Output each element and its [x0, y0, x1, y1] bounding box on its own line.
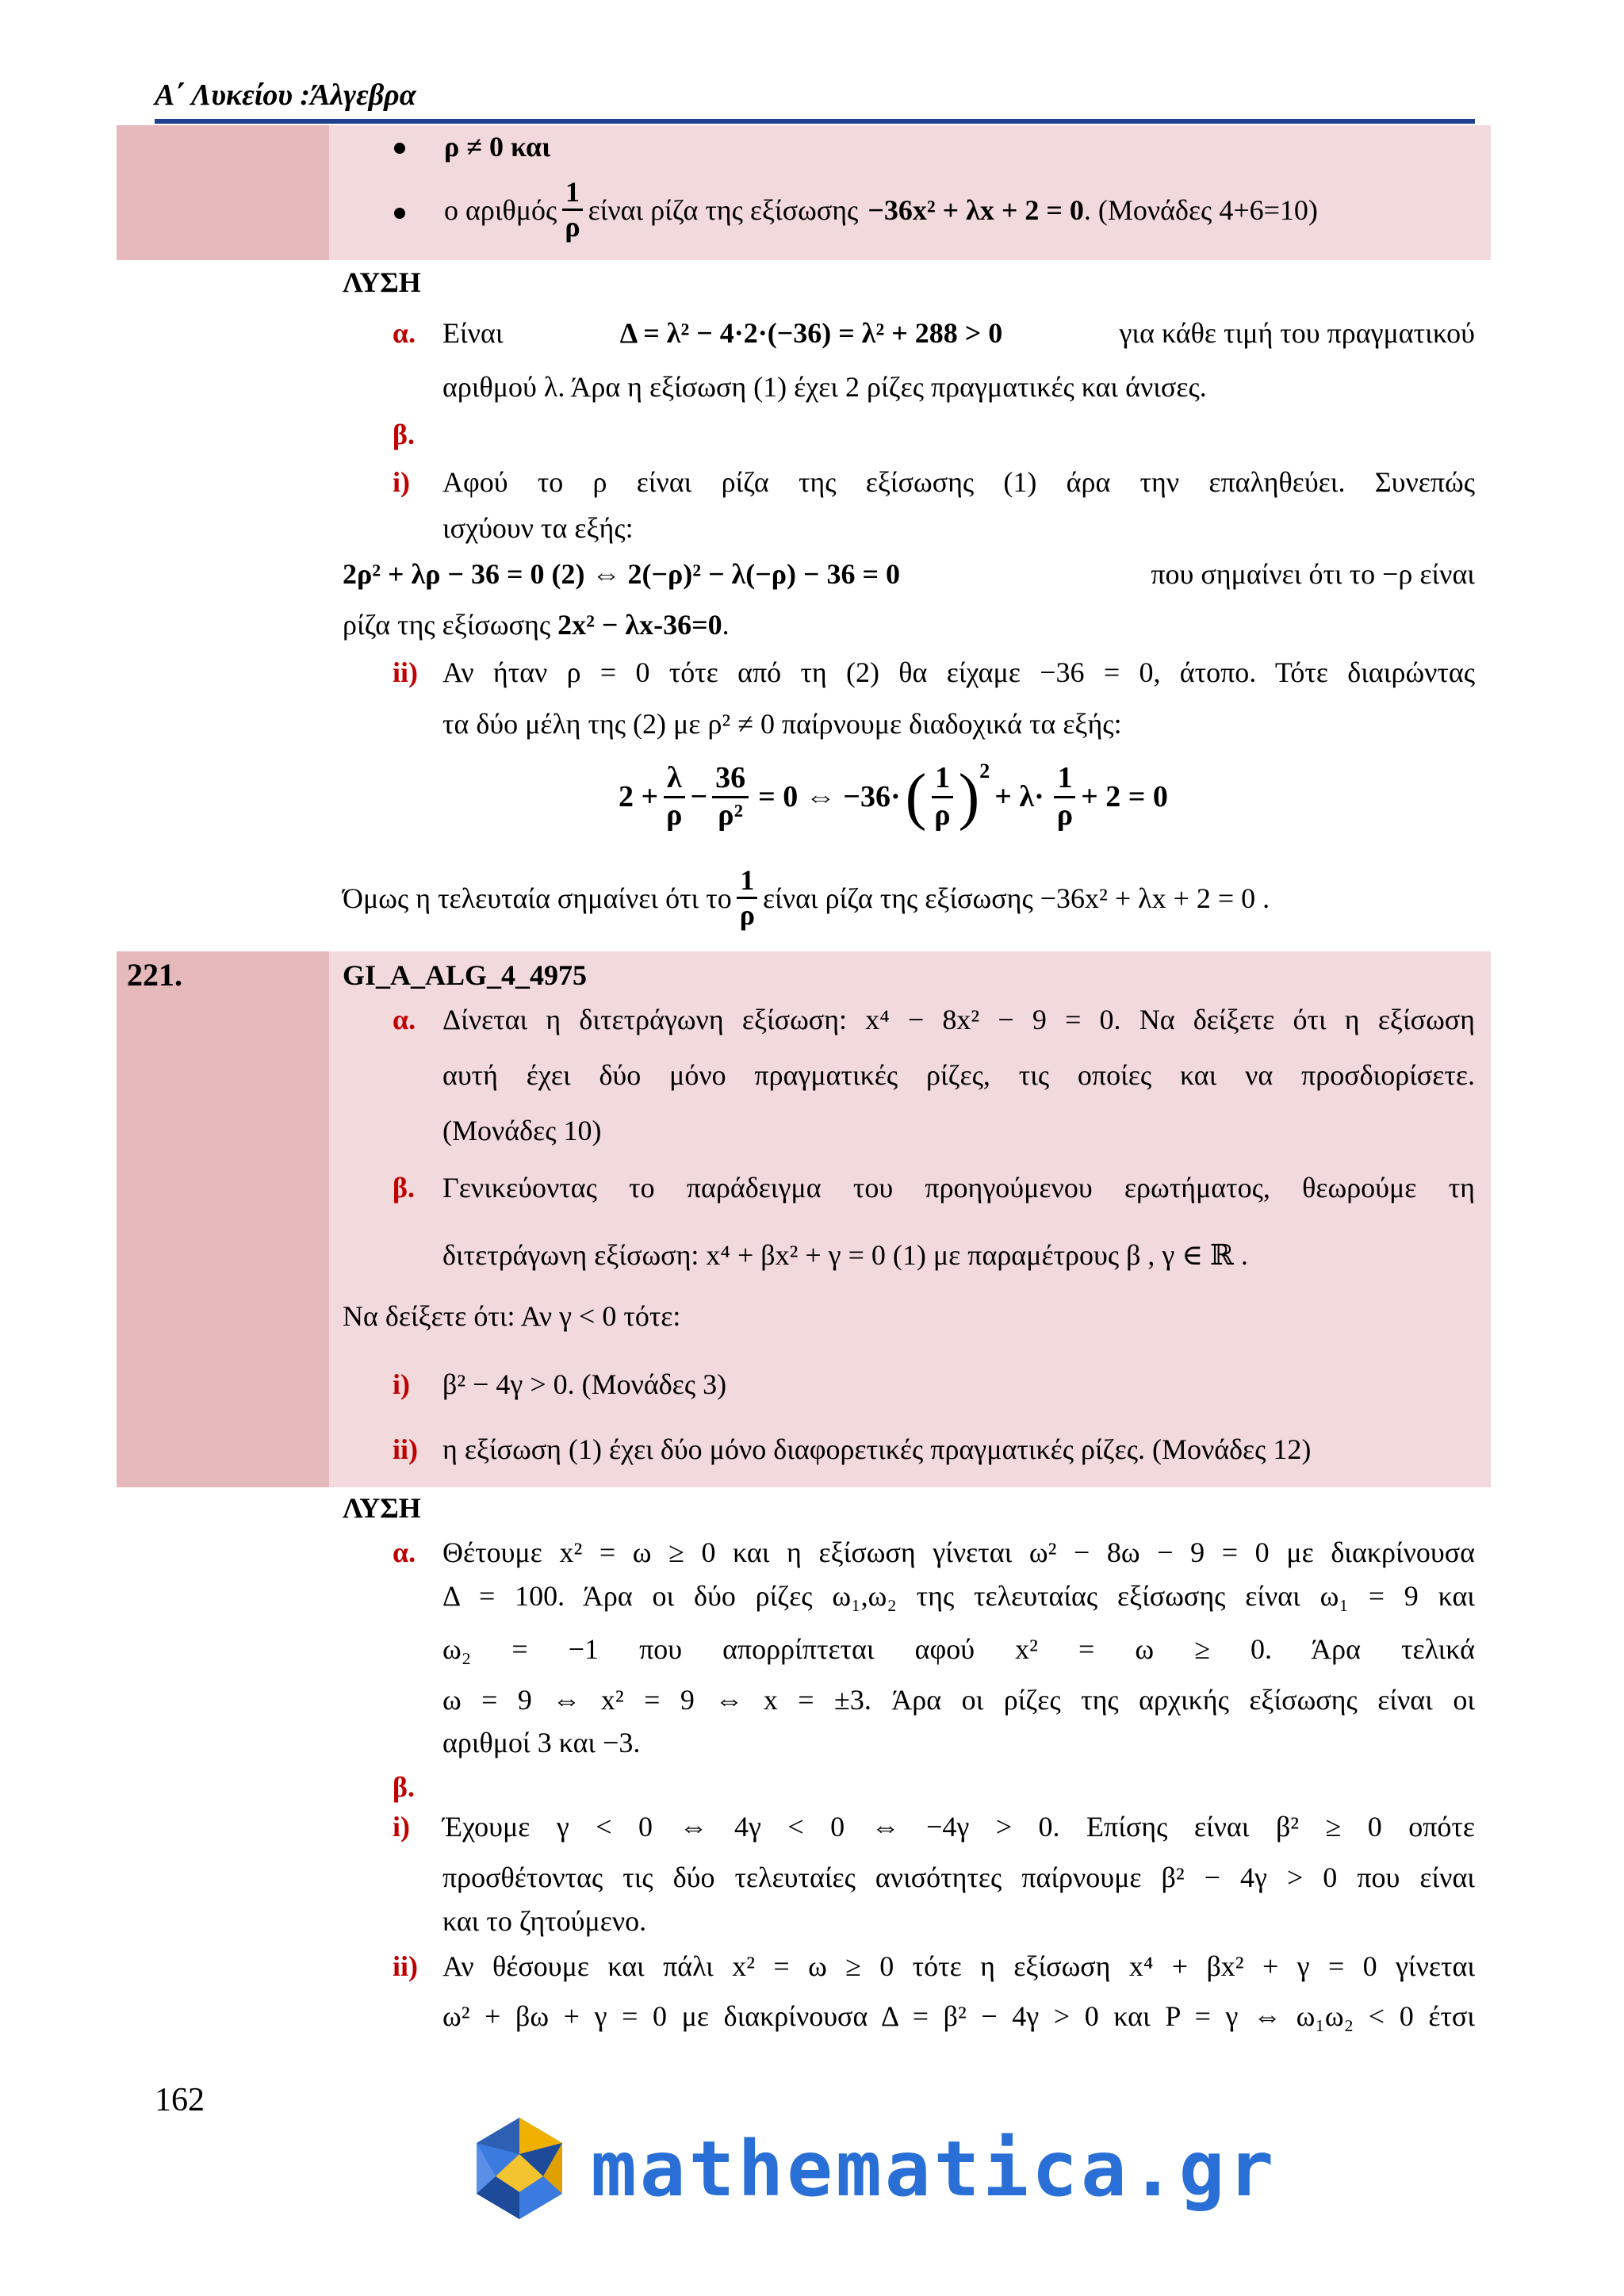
- solution1-ii-equation: 2 + $\frac{\lambda}{\rho}$ − $\frac{36}{\text{ρ²}}$ = 0 ⇔ −36· ( $\frac{1}{\rho}$ ) $^2$ + λ· $\frac{1}{\rho}$ + 2 = 0: [619, 760, 1168, 832]
- mathematica-logo-icon: [464, 2113, 575, 2224]
- solution2-ii-line1: Αν θέσουμε και πάλι x² = ω ≥ 0 τότε η εξίσωση x⁴ + βx² + γ = 0 γίνεται: [442, 1950, 1475, 1982]
- part-label: α.: [393, 1004, 416, 1035]
- solution2-a-line2: Δ = 100. Άρα οι δύο ρίζες ω₁,ω₂ της τελευταίας εξίσωσης είναι ω₁ = 9 και: [442, 1580, 1475, 1612]
- problem-ii-text: η εξίσωση (1) έχει δύο μόνο διαφορετικές πραγματικές ρίζες. (Μονάδες 12): [442, 1433, 1312, 1465]
- top-band-left: [117, 125, 329, 260]
- problem-i-text: β² − 4γ > 0. (Μονάδες 3): [442, 1368, 727, 1400]
- part-label: i): [393, 1368, 410, 1400]
- mathematica-logo-text[interactable]: mathematica.gr: [591, 2125, 1277, 2214]
- solution2-i-line2: προσθέτοντας τις δύο τελευταίες ανισότητες παίρνουμε β² − 4γ > 0 που είναι: [442, 1862, 1475, 1893]
- top-bullet-2: ο αριθμός $\frac{1}{\rho}$ είναι ρίζα της εξίσωσης −36x² + λx + 2 = 0 . (Μονάδες 4+6=10): [444, 176, 1318, 243]
- solution2-a-line1: Θέτουμε x² = ω ≥ 0 και η εξίσωση γίνεται ω² − 8ω − 9 = 0 με διακρίνουσα: [442, 1536, 1475, 1568]
- problem-b-line2: διτετράγωνη εξίσωση: x⁴ + βx² + γ = 0 (1) με παραμέτρους β , γ ∈ ℝ .: [442, 1239, 1248, 1271]
- problem-number: 221.: [127, 957, 182, 993]
- solution2-i-line1: Έχουμε γ < 0 ⇔ 4γ < 0 ⇔ −4γ > 0. Επίσης είναι β² ≥ 0 οπότε: [442, 1811, 1475, 1843]
- fraction: $\frac{1}{\rho}$: [561, 176, 583, 244]
- problem-show-line: Να δείξετε ότι: Αν γ < 0 τότε:: [343, 1300, 681, 1332]
- solution1-i-line4: ρίζα της εξίσωσης 2x² − λx-36=0.: [343, 609, 730, 641]
- part-label: i): [393, 466, 410, 498]
- solution1-last-line: Όμως η τελευταία σημαίνει ότι το $\frac{1}{\rho}$ είναι ρίζα της εξίσωσης −36x² + λx + 2 = 0 .: [343, 864, 1270, 932]
- solution1-ii-line2: τα δύο μέλη της (2) με ρ² ≠ 0 παίρνουμε διαδοχικά τα εξής:: [442, 708, 1122, 740]
- part-label: β.: [393, 419, 415, 450]
- solution-heading: ΛΥΣΗ: [343, 266, 421, 298]
- solution2-ii-line2: ω² + βω + γ = 0 με διακρίνουσα Δ = β² − 4γ > 0 και P = γ ⇔ ω₁ω₂ < 0 έτσι: [442, 2000, 1475, 2032]
- part-label: β.: [393, 1172, 415, 1203]
- solution2-a-line5: αριθμοί 3 και −3.: [442, 1727, 641, 1758]
- solution1-ii-line1: Αν ήταν ρ = 0 τότε από τη (2) θα είχαμε −36 = 0, άτοπο. Τότε διαιρώντας: [442, 656, 1475, 688]
- part-label: ii): [393, 656, 418, 688]
- solution1-a-line1: Είναι Δ = λ² − 4·2·(−36) = λ² + 288 > 0 για κάθε τιμή του πραγματικού: [442, 317, 1475, 349]
- solution1-i-line1: Αφού το ρ είναι ρίζα της εξίσωσης (1) άρα την επαληθεύει. Συνεπώς: [442, 466, 1475, 498]
- problem-b-line1: Γενικεύοντας το παράδειγμα του προηγούμενου ερωτήματος, θεωρούμε τη: [442, 1172, 1475, 1203]
- part-label: ii): [393, 1433, 418, 1465]
- solution2-a-line4: ω = 9 ⇔ x² = 9 ⇔ x = ±3. Άρα οι ρίζες της αρχικής εξίσωσης είναι οι: [442, 1684, 1475, 1716]
- part-label: ii): [393, 1950, 418, 1982]
- solution1-i-line3: 2ρ² + λρ − 36 = 0 (2) ⇔ 2(−ρ)² − λ(−ρ) − 36 = 0 που σημαίνει ότι το −ρ είναι: [343, 558, 1475, 590]
- bullet-dot: [394, 208, 405, 219]
- problem-a-line3: (Μονάδες 10): [442, 1115, 602, 1146]
- problem-a-line1: Δίνεται η διτετράγωνη εξίσωση: x⁴ − 8x² − 9 = 0. Να δείξετε ότι η εξίσωση: [442, 1004, 1475, 1035]
- solution1-i-line2: ισχύουν τα εξής:: [442, 512, 634, 544]
- header-rule: [155, 119, 1475, 124]
- problem-code: GI_A_ALG_4_4975: [343, 959, 588, 991]
- problem-band-left: [117, 951, 329, 1487]
- page-number: 162: [155, 2082, 205, 2118]
- problem-a-line2: αυτή έχει δύο μόνο πραγματικές ρίζες, τις οποίες και να προσδιορίσετε.: [442, 1059, 1475, 1091]
- top-bullet-1: ρ ≠ 0 και: [444, 131, 551, 163]
- part-label: α.: [393, 317, 416, 349]
- part-label: i): [393, 1811, 410, 1843]
- page-header-title: Α΄ Λυκείου :Άλγεβρα: [155, 78, 416, 112]
- solution-heading: ΛΥΣΗ: [343, 1492, 421, 1524]
- part-label: β.: [393, 1771, 415, 1803]
- bullet-dot: [394, 143, 405, 154]
- solution2-a-line3: ω₂ = −1 που απορρίπτεται αφού x² = ω ≥ 0. Άρα τελικά: [442, 1633, 1475, 1665]
- part-label: α.: [393, 1536, 416, 1568]
- solution2-i-line3: και το ζητούμενο.: [442, 1905, 647, 1937]
- solution1-a-line2: αριθμού λ. Άρα η εξίσωση (1) έχει 2 ρίζες πραγματικές και άνισες.: [442, 371, 1207, 403]
